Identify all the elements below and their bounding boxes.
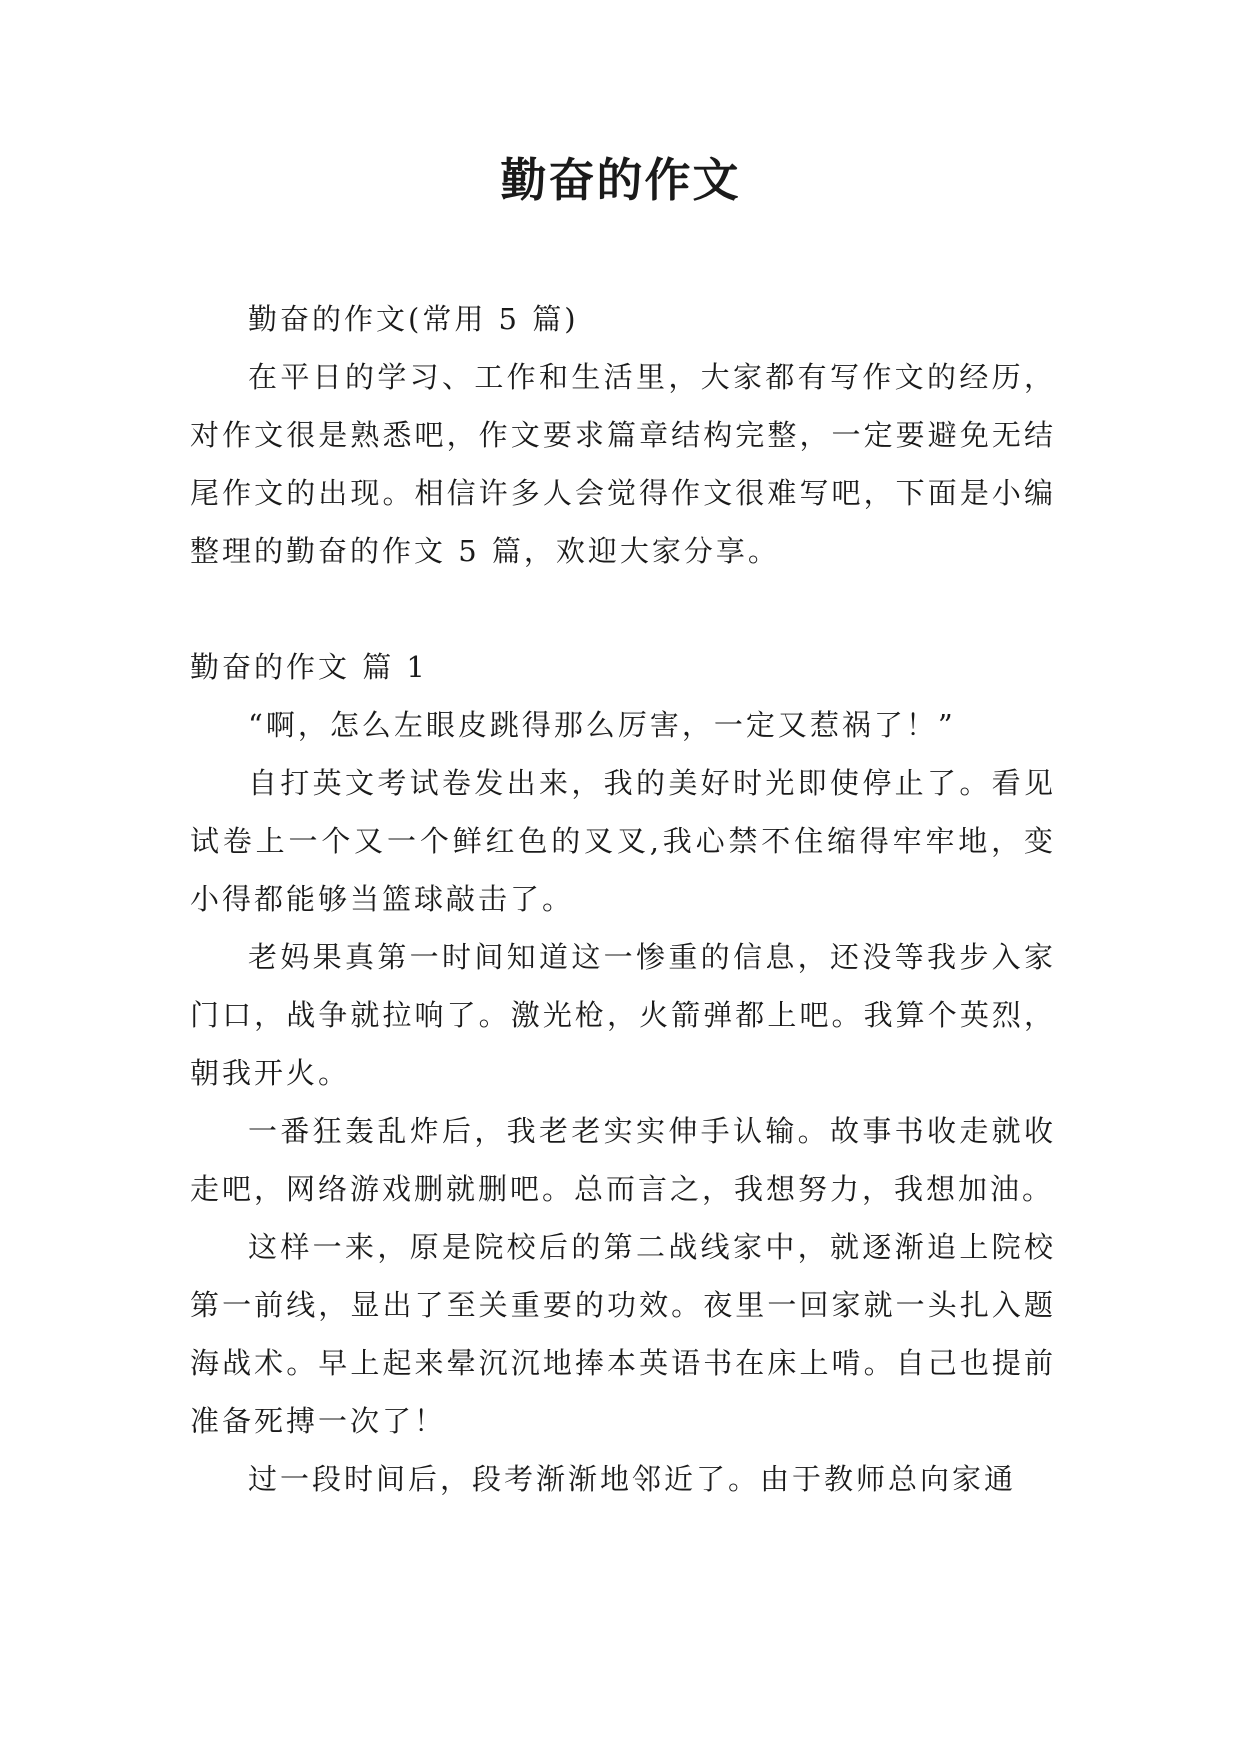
document-title: 勤奋的作文 xyxy=(500,153,741,207)
body-paragraph: 过一段时间后，段考渐渐地邻近了。由于教师总向家通 xyxy=(248,1462,1017,1496)
document-subtitle: 勤奋的作文(常用 5 篇) xyxy=(248,302,579,336)
section-heading: 勤奋的作文 篇 1 xyxy=(190,650,428,684)
body-paragraph: 老妈果真第一时间知道这一惨重的信息，还没等我步入家门口，战争就拉响了。激光枪，火箭弹都上吧。我算个英烈，朝我开火。 xyxy=(190,940,1056,1090)
body-paragraph: 自打英文考试卷发出来，我的美好时光即使停止了。看见试卷上一个又一个鲜红色的叉叉,我心禁不住缩得牢牢地，变小得都能够当篮球敲击了。 xyxy=(190,766,1056,916)
body-paragraph: 一番狂轰乱炸后，我老老实实伸手认输。故事书收走就收走吧，网络游戏删就删吧。总而言之，我想努力，我想加油。 xyxy=(190,1114,1056,1206)
body-paragraph: “啊，怎么左眼皮跳得那么厉害，一定又惹祸了！” xyxy=(248,708,956,742)
intro-paragraph: 在平日的学习、工作和生活里，大家都有写作文的经历，对作文很是熟悉吧，作文要求篇章结构完整，一定要避免无结尾作文的出现。相信许多人会觉得作文很难写吧，下面是小编整理的勤奋的作文 5 篇，欢迎大家分享。 xyxy=(190,360,1056,568)
document-body xyxy=(190,290,1056,1508)
body-paragraph: 这样一来，原是院校后的第二战线家中，就逐渐追上院校第一前线，显出了至关重要的功效。夜里一回家就一头扎入题海战术。早上起来晕沉沉地捧本英语书在床上啃。自己也提前准备死搏一次了！ xyxy=(190,1230,1056,1438)
